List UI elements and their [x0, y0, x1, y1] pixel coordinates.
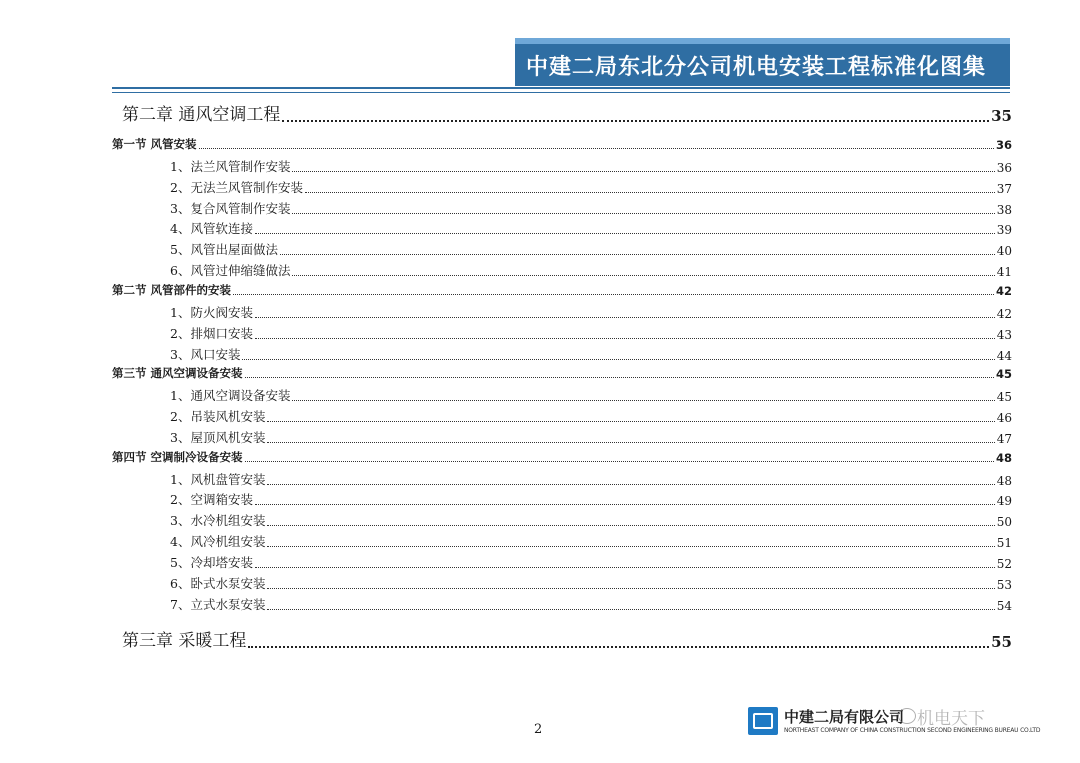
toc-page-number: 42 — [995, 283, 1012, 298]
toc-leader-dots — [267, 421, 994, 422]
toc-item-row — [170, 303, 1012, 321]
toc-entry-title: 第三章 采暖工程 — [122, 631, 247, 651]
toc-leader-dots — [280, 254, 995, 255]
toc-page-number: 45 — [996, 390, 1012, 405]
company-english-name: NORTHEAST COMPANY OF CHINA CONSTRUCTION SECOND ENGINEERING BUREAU CO.LTD — [784, 727, 1041, 734]
toc-leader-dots — [255, 338, 995, 339]
toc-page-number: 36 — [995, 138, 1012, 152]
toc-page-number: 50 — [996, 515, 1012, 530]
toc-page-number: 51 — [996, 536, 1012, 551]
toc-leader-dots — [305, 192, 995, 193]
toc-entry-title: 4、风冷机组安装 — [170, 534, 266, 550]
toc-entry-title: 第二章 通风空调工程 — [122, 105, 281, 125]
toc-entry-title: 6、卧式水泵安装 — [170, 575, 266, 591]
toc-item-row — [170, 345, 1012, 363]
toc-section-row — [112, 449, 1012, 465]
toc-leader-dots — [267, 588, 994, 589]
toc-page-number: 42 — [996, 306, 1012, 321]
toc-entry-title: 第二节 风管部件的安装 — [112, 282, 232, 297]
toc-entry-title: 4、风管软连接 — [170, 221, 253, 237]
toc-page-number: 54 — [996, 598, 1012, 613]
toc-page-number: 43 — [996, 327, 1012, 342]
toc-page-number: 35 — [991, 107, 1012, 125]
toc-page-number: 52 — [996, 557, 1012, 571]
toc-page-number: 45 — [995, 367, 1012, 382]
toc-entry-title: 5、冷却塔安装 — [170, 555, 253, 570]
toc-section-row — [112, 136, 1012, 152]
toc-page-number: 37 — [996, 181, 1012, 196]
toc-item-row — [170, 595, 1012, 613]
toc-entry-title: 1、风机盘管安装 — [170, 471, 266, 487]
toc-leader-dots — [199, 148, 994, 149]
toc-entry-title: 6、风管过伸缩缝做法 — [170, 263, 291, 279]
toc-leader-dots — [242, 359, 994, 360]
toc-page-number: 49 — [996, 494, 1012, 509]
toc-entry-title: 1、防火阀安装 — [170, 304, 253, 320]
toc-page-number: 44 — [996, 348, 1012, 363]
toc-chapter-row — [122, 626, 1012, 651]
toc-entry-title: 3、风口安装 — [170, 346, 241, 362]
toc-leader-dots — [245, 377, 994, 378]
toc-entry-title: 3、水冷机组安装 — [170, 513, 266, 529]
header-title: 中建二局东北分公司机电安装工程标准化图集 — [526, 55, 987, 80]
toc-leader-dots — [267, 442, 994, 443]
toc-item-row — [170, 219, 1012, 237]
toc-leader-dots — [255, 317, 995, 318]
toc-section-row — [112, 365, 1012, 381]
toc-entry-title: 2、吊装风机安装 — [170, 409, 266, 425]
toc-entry-title: 3、屋顶风机安装 — [170, 429, 266, 445]
watermark-text — [895, 704, 985, 729]
toc-page-number: 47 — [996, 431, 1012, 446]
toc-leader-dots — [255, 504, 995, 505]
toc-item-row — [170, 407, 1012, 425]
toc-item-row — [170, 574, 1012, 592]
toc-item-row — [170, 490, 1012, 508]
company-logo-icon — [748, 707, 778, 735]
toc-page-number: 39 — [996, 223, 1012, 238]
toc-page-number: 40 — [996, 244, 1012, 259]
toc-item-row — [170, 324, 1012, 342]
toc-leader-dots — [245, 461, 994, 462]
toc-item-row — [170, 553, 1012, 571]
page-number: 2 — [534, 722, 543, 737]
header-banner-accent — [515, 38, 1010, 44]
toc-leader-dots — [267, 525, 994, 526]
toc-entry-title: 3、复合风管制作安装 — [170, 200, 291, 216]
toc-leader-dots — [267, 609, 994, 610]
toc-page-number: 38 — [996, 202, 1012, 217]
toc-entry-title: 2、空调箱安装 — [170, 492, 253, 508]
toc-leader-dots — [292, 171, 994, 172]
toc-leader-dots — [282, 120, 989, 122]
toc-leader-dots — [255, 567, 995, 568]
toc-item-row — [170, 428, 1012, 446]
toc-page-number: 46 — [996, 411, 1012, 426]
toc-item-row — [170, 157, 1012, 175]
toc-page-number: 41 — [996, 265, 1012, 280]
toc-section-row — [112, 282, 1012, 298]
toc-entry-title: 2、排烟口安装 — [170, 325, 253, 341]
watermark-label: 机电天下 — [917, 709, 985, 729]
toc-page-number: 48 — [995, 450, 1012, 465]
toc-entry-title: 2、无法兰风管制作安装 — [170, 179, 303, 195]
toc-item-row — [170, 199, 1012, 217]
toc-entry-title: 第三节 通风空调设备安装 — [112, 366, 243, 381]
toc-leader-dots — [255, 233, 995, 234]
toc-item-row — [170, 511, 1012, 529]
toc-item-row — [170, 178, 1012, 196]
toc-page-number: 55 — [991, 633, 1012, 651]
toc-leader-dots — [292, 213, 994, 214]
toc-page-number: 48 — [996, 473, 1012, 488]
header-rule-thin — [112, 92, 1010, 93]
toc-leader-dots — [292, 275, 994, 276]
toc-entry-title: 1、法兰风管制作安装 — [170, 158, 291, 174]
toc-item-row — [170, 261, 1012, 279]
toc-item-row — [170, 240, 1012, 258]
toc-leader-dots — [267, 546, 994, 547]
toc-entry-title: 第四节 空调制冷设备安装 — [112, 449, 243, 464]
toc-entry-title: 5、风管出屋面做法 — [170, 242, 278, 258]
toc-entry-title: 7、立式水泵安装 — [170, 596, 266, 612]
toc-page-number: 36 — [996, 160, 1012, 175]
toc-leader-dots — [292, 400, 994, 401]
toc-entry-title: 第一节 风管安装 — [112, 137, 197, 151]
toc-item-row — [170, 470, 1012, 488]
toc-page-number: 53 — [996, 577, 1012, 592]
toc-leader-dots — [233, 294, 994, 295]
toc-chapter-row — [122, 100, 1012, 125]
header-rule — [112, 87, 1010, 89]
toc-item-row — [170, 532, 1012, 550]
toc-item-row — [170, 386, 1012, 404]
company-name: 中建二局有限公司 — [784, 708, 905, 726]
toc-leader-dots — [267, 484, 994, 485]
toc-entry-title: 1、通风空调设备安装 — [170, 388, 291, 404]
toc-leader-dots — [248, 646, 989, 648]
